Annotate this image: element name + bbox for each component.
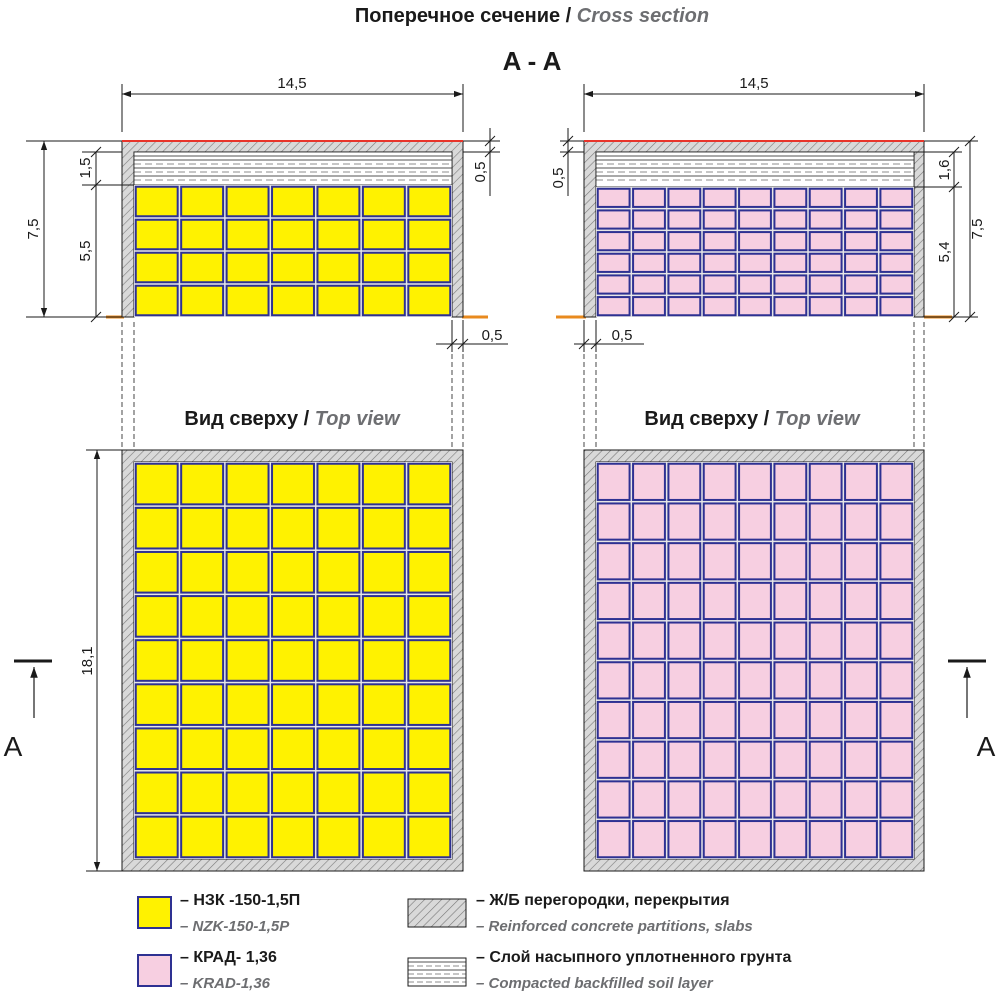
cassette-cell: [272, 684, 314, 725]
cassette-cell: [845, 742, 877, 778]
right-cassette-height-label: 5,4: [936, 241, 953, 263]
cassette-cell: [668, 232, 700, 250]
cassette-cell: [739, 543, 771, 579]
cassette-cell: [739, 781, 771, 817]
cassette-cell: [704, 464, 736, 500]
left-cross-section: [106, 141, 488, 317]
cassette-cell: [668, 189, 700, 207]
cassette-cell: [704, 210, 736, 228]
cassette-cell: [272, 464, 314, 505]
legend-soil-en: – Compacted backfilled soil layer: [476, 975, 713, 992]
cassette-cell: [810, 210, 842, 228]
cassette-cell: [774, 503, 806, 539]
cassette-cell: [704, 781, 736, 817]
cassette-cell: [880, 210, 912, 228]
cassette-cell: [408, 464, 450, 505]
cassette-cell: [704, 503, 736, 539]
cassette-cell: [181, 508, 223, 549]
cassette-cell: [227, 817, 269, 858]
cassette-cell: [363, 187, 405, 217]
cassette-cell: [408, 187, 450, 217]
cassette-cell: [181, 596, 223, 637]
cassette-cell: [363, 464, 405, 505]
cassette-cell: [810, 503, 842, 539]
cassette-cell: [739, 254, 771, 272]
cassette-cell: [880, 742, 912, 778]
right-slab-label: 0,5: [550, 167, 567, 189]
cassette-cell: [810, 781, 842, 817]
cassette-cell: [136, 253, 178, 283]
cassette-cell: [774, 297, 806, 315]
cassette-cell: [739, 232, 771, 250]
cassette-cell: [317, 220, 359, 250]
cassette-cell: [227, 508, 269, 549]
cassette-cell: [181, 220, 223, 250]
cassette-cell: [408, 596, 450, 637]
section-cut-mark-right: [948, 661, 996, 762]
cassette-cell: [598, 254, 630, 272]
right-base-slab-label: 0,5: [611, 327, 633, 344]
cassette-cell: [408, 640, 450, 681]
cassette-cell: [810, 702, 842, 738]
cassette-cell: [845, 543, 877, 579]
cassette-cell: [810, 742, 842, 778]
cassette-cell: [668, 464, 700, 500]
cassette-cell: [880, 503, 912, 539]
cassette-cell: [668, 702, 700, 738]
cassette-cell: [136, 286, 178, 316]
cassette-cell: [317, 728, 359, 769]
cassette-cell: [845, 189, 877, 207]
cassette-cell: [880, 232, 912, 250]
cassette-cell: [363, 552, 405, 593]
cassette-cell: [774, 254, 806, 272]
left-soil-layer-label: 1,5: [77, 157, 94, 179]
cassette-cell: [136, 552, 178, 593]
cassette-cell: [739, 189, 771, 207]
cassette-cell: [363, 817, 405, 858]
soil-layer-right: [596, 152, 914, 187]
cassette-cell: [810, 254, 842, 272]
cassette-cell: [668, 254, 700, 272]
legend-krad-ru: – КРАД- 1,36: [180, 949, 277, 966]
cassette-cell: [704, 297, 736, 315]
cassette-cell: [774, 543, 806, 579]
legend-nzk-ru: – НЗК -150-1,5П: [180, 892, 301, 909]
section-cut-mark-left: [4, 661, 52, 762]
cassette-cell: [598, 503, 630, 539]
cassette-cell: [633, 623, 665, 659]
cassette-cell: [668, 503, 700, 539]
cassette-cell: [227, 220, 269, 250]
cassette-cell: [227, 773, 269, 814]
cassette-cell: [633, 297, 665, 315]
legend-soil-swatch: [408, 958, 466, 986]
cassette-cell: [181, 552, 223, 593]
cassette-cell: [880, 662, 912, 698]
cassette-cell: [633, 662, 665, 698]
cassette-cell: [181, 253, 223, 283]
cassette-cell: [633, 210, 665, 228]
cassette-cell: [408, 817, 450, 858]
cassette-cell: [227, 552, 269, 593]
cassette-cell: [598, 821, 630, 857]
cassette-cell: [668, 583, 700, 619]
cassette-cell: [598, 210, 630, 228]
cut-letter-right: A: [976, 731, 996, 762]
right-top-view: [584, 450, 924, 871]
cassette-cell: [845, 781, 877, 817]
cassette-cell: [633, 464, 665, 500]
cassette-cell: [598, 662, 630, 698]
legend-concrete-en: – Reinforced concrete partitions, slabs: [476, 918, 753, 935]
cassette-cell: [181, 728, 223, 769]
cassette-cell: [774, 275, 806, 293]
cassette-cell: [774, 583, 806, 619]
cassette-cell: [181, 817, 223, 858]
cassette-cell: [136, 508, 178, 549]
legend-nzk-en: – NZK-150-1,5P: [180, 918, 290, 935]
cassette-cell: [363, 596, 405, 637]
cassette-cell: [181, 773, 223, 814]
cassette-cell: [704, 543, 736, 579]
cassette-cell: [880, 821, 912, 857]
cassette-cell: [272, 187, 314, 217]
cassette-cell: [408, 508, 450, 549]
cassette-cell: [704, 232, 736, 250]
cassette-cell: [845, 275, 877, 293]
cassette-cell: [880, 254, 912, 272]
cassette-cell: [408, 286, 450, 316]
cassette-cell: [227, 286, 269, 316]
cassette-cell: [408, 552, 450, 593]
cassette-cell: [363, 684, 405, 725]
cassette-cell: [633, 781, 665, 817]
cassette-cell: [317, 552, 359, 593]
legend-krad-swatch: [138, 955, 171, 986]
cassette-cell: [363, 640, 405, 681]
cassette-cell: [668, 821, 700, 857]
cassette-cell: [227, 253, 269, 283]
right-cross-section: [556, 141, 952, 317]
cassette-cell: [227, 684, 269, 725]
left-base-slab-label: 0,5: [481, 327, 503, 344]
cassette-cell: [845, 232, 877, 250]
cassette-cell: [880, 464, 912, 500]
cassette-cell: [272, 728, 314, 769]
cassette-cell: [704, 623, 736, 659]
cassette-cell: [598, 623, 630, 659]
cassette-cell: [810, 583, 842, 619]
cassette-cell: [845, 662, 877, 698]
cassette-cell: [136, 773, 178, 814]
cassette-cell: [317, 253, 359, 283]
cassette-cell: [598, 583, 630, 619]
cassette-cell: [810, 464, 842, 500]
cassette-cell: [810, 232, 842, 250]
cassette-cell: [227, 596, 269, 637]
cassette-cell: [363, 773, 405, 814]
cassette-cell: [317, 817, 359, 858]
left-cassette-height-label: 5,5: [77, 240, 94, 262]
cassette-cell: [845, 464, 877, 500]
cassette-cell: [774, 189, 806, 207]
cassette-cell: [272, 508, 314, 549]
cassette-cell: [136, 464, 178, 505]
cassette-cell: [633, 583, 665, 619]
cassette-cell: [774, 623, 806, 659]
cassette-cell: [227, 187, 269, 217]
cassette-cell: [408, 684, 450, 725]
cassette-cell: [774, 742, 806, 778]
left-top-view-cassette-grid: [136, 464, 451, 858]
left-top-view: [122, 450, 463, 871]
cassette-cell: [598, 543, 630, 579]
length-label: 18,1: [79, 646, 96, 676]
cassette-cell: [774, 232, 806, 250]
cassette-cell: [845, 821, 877, 857]
cassette-cell: [363, 220, 405, 250]
cassette-cell: [739, 821, 771, 857]
left-total-depth-label: 7,5: [25, 218, 42, 240]
top-view-title-right: Вид сверху / Top view: [644, 408, 860, 430]
cassette-cell: [704, 275, 736, 293]
cassette-cell: [408, 253, 450, 283]
cassette-cell: [272, 552, 314, 593]
cassette-cell: [633, 275, 665, 293]
cassette-cell: [704, 742, 736, 778]
cassette-cell: [739, 297, 771, 315]
cassette-cell: [633, 742, 665, 778]
cassette-cell: [272, 253, 314, 283]
cassette-cell: [317, 286, 359, 316]
cassette-cell: [136, 640, 178, 681]
cassette-cell: [272, 286, 314, 316]
cassette-cell: [668, 662, 700, 698]
cassette-cell: [704, 254, 736, 272]
top-view-title-left: Вид сверху / Top view: [184, 408, 400, 430]
cassette-cell: [810, 297, 842, 315]
cut-letter-left: A: [3, 731, 23, 762]
cassette-cell: [317, 596, 359, 637]
cassette-cell: [598, 742, 630, 778]
cassette-cell: [845, 702, 877, 738]
cassette-cell: [633, 503, 665, 539]
cassette-cell: [739, 742, 771, 778]
cassette-cell: [774, 781, 806, 817]
cassette-cell: [633, 821, 665, 857]
cassette-cell: [845, 583, 877, 619]
cassette-cell: [181, 684, 223, 725]
right-total-depth-label: 7,5: [969, 218, 986, 240]
cassette-cell: [363, 253, 405, 283]
cassette-cell: [880, 583, 912, 619]
cassette-cell: [704, 702, 736, 738]
cassette-cell: [408, 728, 450, 769]
cassette-cell: [739, 275, 771, 293]
cassette-cell: [704, 821, 736, 857]
cassette-cell: [181, 187, 223, 217]
cassette-cell: [739, 503, 771, 539]
cassette-cell: [810, 543, 842, 579]
cassette-cell: [227, 728, 269, 769]
cassette-cell: [598, 189, 630, 207]
legend-soil-ru: – Слой насыпного уплотненного грунта: [476, 949, 792, 966]
right-soil-layer-label: 1,6: [936, 159, 953, 181]
cassette-cell: [668, 781, 700, 817]
cassette-cell: [845, 210, 877, 228]
cassette-cell: [136, 817, 178, 858]
cassette-cell: [668, 275, 700, 293]
cassette-cell: [598, 464, 630, 500]
cassette-cell: [880, 623, 912, 659]
cassette-cell: [136, 187, 178, 217]
cassette-cell: [633, 702, 665, 738]
legend-concrete-ru: – Ж/Б перегородки, перекрытия: [476, 892, 730, 909]
cassette-cell: [363, 728, 405, 769]
legend: [138, 892, 791, 992]
cassette-cell: [227, 640, 269, 681]
cassette-cell: [810, 623, 842, 659]
cassette-cell: [668, 297, 700, 315]
cassette-cell: [739, 583, 771, 619]
cassette-cell: [598, 232, 630, 250]
cassette-cell: [408, 220, 450, 250]
cassette-cell: [668, 623, 700, 659]
cassette-cell: [880, 543, 912, 579]
cassette-cell: [845, 297, 877, 315]
cassette-cell: [880, 297, 912, 315]
cassette-cell: [810, 662, 842, 698]
left-width-label: 14,5: [277, 75, 307, 92]
cassette-cell: [181, 640, 223, 681]
cassette-cell: [739, 464, 771, 500]
cassette-cell: [810, 275, 842, 293]
cassette-cell: [272, 773, 314, 814]
cassette-cell: [774, 464, 806, 500]
cassette-cell: [880, 702, 912, 738]
cassette-cell: [181, 286, 223, 316]
cassette-cell: [181, 464, 223, 505]
cassette-cell: [317, 684, 359, 725]
cassette-cell: [810, 189, 842, 207]
cassette-cell: [668, 742, 700, 778]
cassette-cell: [272, 596, 314, 637]
cassette-cell: [633, 543, 665, 579]
legend-concrete-swatch: [408, 899, 466, 927]
legend-nzk-swatch: [138, 897, 171, 928]
cassette-cell: [845, 254, 877, 272]
section-mark-label: A - A: [502, 46, 562, 76]
cross-section-title: Поперечное сечение / Cross section: [354, 5, 710, 27]
left-slab-label: 0,5: [472, 161, 489, 183]
cassette-cell: [272, 640, 314, 681]
cassette-cell: [317, 508, 359, 549]
cassette-cell: [317, 640, 359, 681]
cassette-cell: [136, 728, 178, 769]
cassette-cell: [317, 773, 359, 814]
cassette-cell: [598, 781, 630, 817]
cassette-cell: [633, 232, 665, 250]
right-width-label: 14,5: [739, 75, 769, 92]
cassette-cell: [845, 623, 877, 659]
cassette-cell: [774, 210, 806, 228]
cassette-cell: [810, 821, 842, 857]
cassette-cell: [880, 189, 912, 207]
cassette-cell: [317, 187, 359, 217]
cassette-cell: [704, 583, 736, 619]
cassette-cell: [739, 662, 771, 698]
cassette-cell: [633, 254, 665, 272]
cassette-cell: [136, 596, 178, 637]
cassette-cell: [136, 684, 178, 725]
cassette-cell: [880, 275, 912, 293]
cassette-cell: [739, 210, 771, 228]
cassette-cell: [668, 543, 700, 579]
cassette-cell: [774, 662, 806, 698]
cassette-cell: [739, 623, 771, 659]
cassette-cell: [774, 702, 806, 738]
cassette-cell: [408, 773, 450, 814]
cassette-cell: [668, 210, 700, 228]
cassette-cell: [774, 821, 806, 857]
cassette-cell: [598, 275, 630, 293]
cassette-cell: [598, 702, 630, 738]
cassette-cell: [704, 189, 736, 207]
cassette-cell: [845, 503, 877, 539]
cassette-cell: [272, 220, 314, 250]
cassette-cell: [363, 508, 405, 549]
cassette-cell: [880, 781, 912, 817]
cassette-cell: [317, 464, 359, 505]
soil-layer-left: [134, 152, 452, 185]
cassette-cell: [633, 189, 665, 207]
cassette-cell: [227, 464, 269, 505]
legend-krad-en: – KRAD-1,36: [180, 975, 271, 992]
cassette-cell: [704, 662, 736, 698]
cassette-cell: [136, 220, 178, 250]
cassette-cell: [272, 817, 314, 858]
cassette-cell: [739, 702, 771, 738]
cassette-cell: [598, 297, 630, 315]
cassette-cell: [363, 286, 405, 316]
